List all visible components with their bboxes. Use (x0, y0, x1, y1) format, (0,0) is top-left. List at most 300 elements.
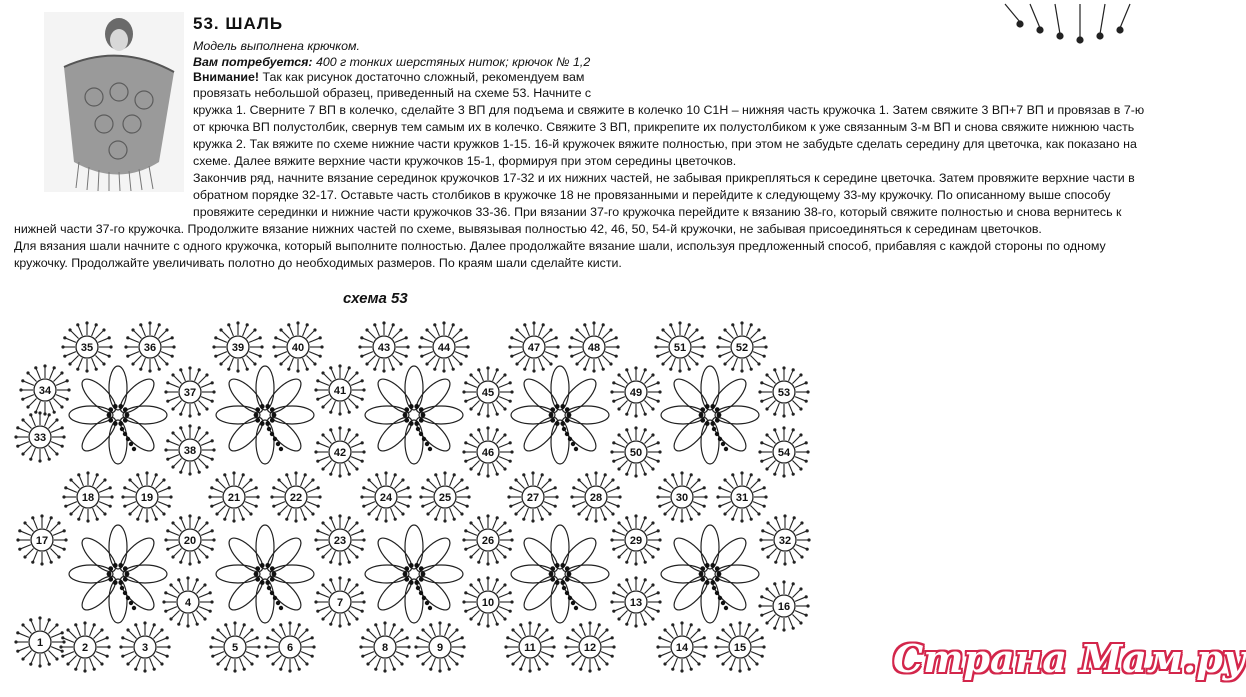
stitch-tip (462, 645, 465, 648)
stitch-line (493, 430, 498, 441)
stitch-tip (211, 529, 214, 532)
stitch-tip (545, 662, 548, 665)
stitch-tip (572, 486, 575, 489)
stitch-line (795, 611, 806, 616)
stitch-tip (128, 512, 131, 515)
stitch-line (541, 638, 552, 643)
stitch-tip (503, 617, 506, 620)
stitch-tip (400, 628, 403, 631)
stitch-line (647, 397, 658, 402)
stitch-tip (16, 650, 19, 653)
stitch-tip (362, 600, 365, 603)
stitch-tip (338, 474, 341, 477)
stitch-tip (443, 519, 446, 522)
flower-petal (519, 412, 563, 456)
flower-bead (126, 596, 130, 600)
stitch-line (136, 625, 141, 636)
stitch-tip (763, 486, 766, 489)
flower-bead (710, 563, 715, 568)
stitch-line (748, 655, 756, 663)
stitch-tip (716, 345, 719, 348)
circle-motif (121, 471, 172, 522)
flower-petal (109, 420, 127, 464)
stitch-tip (522, 473, 525, 476)
stitch-tip (522, 518, 525, 521)
stitch-line (499, 397, 510, 402)
stitch-line (392, 355, 400, 363)
stitch-line (456, 502, 467, 507)
stitch-line (198, 400, 206, 408)
stitch-tip (617, 433, 620, 436)
stitch-line (572, 352, 583, 357)
stitch-line (45, 448, 50, 459)
stitch-tip (162, 478, 165, 481)
stitch-line (658, 338, 669, 343)
flower-bead (125, 413, 130, 418)
stitch-tip (233, 669, 236, 672)
stitch-tip (85, 321, 88, 324)
stitch-tip (592, 321, 595, 324)
stitch-tip (171, 555, 174, 558)
circle-motif (758, 366, 809, 417)
stitch-tip (164, 610, 167, 613)
stitch-tip (40, 514, 43, 517)
stitch-line (390, 625, 395, 636)
stitch-line (795, 443, 806, 448)
stitch-line (331, 613, 336, 624)
flower-petal (707, 533, 751, 577)
stitch-tip (805, 381, 808, 384)
stitch-tip (496, 428, 499, 431)
circle-motif (270, 471, 321, 522)
stitch-tip (168, 505, 171, 508)
stitch-tip (442, 369, 445, 372)
stitch-line (541, 480, 549, 488)
stitch-line (665, 655, 673, 663)
stitch-tip (298, 623, 301, 626)
stitch-line (168, 441, 179, 446)
stitch-tip (438, 621, 441, 624)
stitch-line (298, 630, 306, 638)
stitch-tip (294, 471, 297, 474)
stitch-line (581, 625, 586, 636)
stitch-line (614, 443, 625, 448)
flower-petal (411, 374, 455, 418)
stitch-tip (477, 473, 480, 476)
circle-number: 3 (141, 642, 149, 654)
stitch-tip (358, 345, 361, 348)
stitch-tip (466, 345, 469, 348)
circle-motif (208, 471, 259, 522)
stitch-line (51, 633, 62, 638)
stitch-tip (219, 362, 222, 365)
circle-number: 52 (735, 342, 749, 354)
stitch-tip (329, 473, 332, 476)
flower-petal (707, 412, 751, 456)
flower-bead (265, 580, 270, 585)
stitch-tip (656, 645, 659, 648)
stitch-tip (21, 379, 24, 382)
stitch-line (493, 580, 498, 591)
stitch-tip (678, 369, 681, 372)
stitch-line (96, 505, 104, 513)
stitch-line (627, 551, 632, 562)
stitch-tip (615, 336, 618, 339)
body-line: схеме. Далее вяжите верхние части кружочков 15-1, формируя при этом середины цветочков. (193, 154, 737, 168)
stitch-tip (215, 512, 218, 515)
stitch-tip (443, 471, 446, 474)
stitch-tip (256, 655, 259, 658)
flower-petal (707, 374, 751, 418)
stitch-tip (14, 435, 17, 438)
stitch-tip (528, 669, 531, 672)
stitch-tip (531, 519, 534, 522)
stitch-tip (467, 495, 470, 498)
stitch-tip (760, 595, 763, 598)
flower-petal (109, 366, 127, 410)
stitch-line (538, 655, 546, 663)
stitch-line (542, 355, 550, 363)
flower-bead (560, 404, 565, 409)
stitch-tip (723, 478, 726, 481)
stitch-tip (419, 495, 422, 498)
flower-petal (701, 525, 719, 569)
stitch-tip (465, 355, 468, 358)
flower-bead (414, 563, 419, 568)
stitch-line (601, 638, 612, 643)
stitch-line (31, 620, 36, 631)
stitch-line (246, 638, 257, 643)
stitch-tip (782, 580, 785, 583)
stitch-line (496, 548, 504, 556)
stitch-tip (460, 512, 463, 515)
stitch-line (723, 630, 731, 638)
stitch-line (723, 655, 731, 663)
stitch-tip (555, 495, 558, 498)
stitch-line (397, 502, 408, 507)
stitch-line (693, 488, 704, 493)
stitch-tip (319, 355, 322, 358)
stitch-tip (16, 445, 19, 448)
stitch-tip (166, 458, 169, 461)
body-line: провязать небольшой образец, приведенный на схеме 53. Начните с (193, 86, 592, 100)
circle-number: 51 (673, 342, 687, 354)
stitch-tip (211, 381, 214, 384)
stitch-line (493, 370, 498, 381)
stitch-tip (223, 473, 226, 476)
stitch-tip (657, 610, 660, 613)
stitch-line (295, 658, 300, 669)
stitch-tip (503, 583, 506, 586)
flower-petal (109, 525, 127, 569)
stitch-line (718, 638, 729, 643)
stitch-tip (509, 460, 512, 463)
stitch-tip (67, 388, 70, 391)
stitch-line (212, 488, 223, 493)
stitch-line (542, 330, 550, 338)
stitch-tip (361, 398, 364, 401)
stitch-tip (425, 328, 428, 331)
stitch-line (229, 325, 234, 336)
stitch-line (216, 338, 227, 343)
stitch-tip (549, 362, 552, 365)
flower-bead (126, 437, 130, 441)
stitch-tip (321, 583, 324, 586)
stitch-line (595, 625, 600, 636)
stitch-line (587, 508, 592, 519)
stitch-line (733, 358, 738, 369)
flower-bead (425, 601, 429, 605)
circle-number: 35 (80, 342, 94, 354)
stitch-line (23, 381, 34, 386)
stitch-tip (697, 662, 700, 665)
circle-motif (504, 621, 555, 672)
stitch-line (685, 358, 690, 369)
stitch-line (762, 597, 773, 602)
stitch-tip (102, 362, 105, 365)
flower-bead (403, 572, 408, 577)
stitch-tip (177, 578, 180, 581)
stitch-line (377, 508, 382, 519)
flower-petal (557, 374, 601, 418)
circle-motif (418, 321, 469, 372)
stitch-line (466, 397, 477, 402)
flower-bead (279, 447, 283, 451)
stitch-line (394, 480, 402, 488)
stitch-line (48, 625, 56, 633)
stitch-line (720, 338, 731, 343)
stitch-tip (455, 628, 458, 631)
stitch-line (47, 518, 52, 529)
motif-fragment (985, 0, 1165, 48)
stitch-tip (287, 323, 290, 326)
stitch-line (243, 630, 251, 638)
stitch-tip (407, 505, 410, 508)
stitch-tip (249, 512, 252, 515)
stitch-line (301, 652, 312, 657)
stitch-line (748, 630, 756, 638)
stitch-tip (792, 473, 795, 476)
stitch-line (577, 330, 585, 338)
stitch-tip (793, 516, 796, 519)
circle-number: 12 (583, 642, 597, 654)
circle-number: 41 (333, 385, 347, 397)
stitch-tip (171, 431, 174, 434)
stitch-tip (242, 518, 245, 521)
stitch-tip (205, 465, 208, 468)
stitch-line (323, 523, 331, 531)
stitch-line (585, 325, 590, 336)
stitch-tip (704, 645, 707, 648)
stitch-line (767, 460, 775, 468)
stitch-tip (362, 486, 365, 489)
circle-motif (19, 364, 70, 415)
stitch-line (428, 505, 436, 513)
stitch-tip (469, 583, 472, 586)
circle-number: 44 (437, 342, 451, 354)
circle-motif (654, 321, 705, 372)
flower-bead (118, 404, 123, 409)
stitch-line (79, 475, 84, 486)
flower-bead (715, 566, 720, 571)
stitch-tip (568, 345, 571, 348)
stitch-tip (400, 662, 403, 665)
stitch-line (604, 480, 612, 488)
flower-bead (267, 427, 271, 431)
stitch-tip (375, 473, 378, 476)
stitch-tip (205, 407, 208, 410)
stitch-tip (257, 645, 260, 648)
stitch-line (614, 593, 625, 598)
stitch-line (301, 475, 306, 486)
stitch-line (572, 338, 583, 343)
stitch-tip (288, 669, 291, 672)
stitch-tip (209, 591, 212, 594)
stitch-tip (538, 668, 541, 671)
stitch-line (96, 652, 107, 657)
stitch-line (212, 502, 223, 507)
stitch-line (479, 430, 484, 441)
stitch-tip (486, 414, 489, 417)
stitch-tip (210, 486, 213, 489)
stitch-tip (126, 662, 129, 665)
stitch-line (423, 630, 431, 638)
stitch-tip (464, 460, 467, 463)
stitch-tip (800, 555, 803, 558)
flower-motif (511, 525, 609, 623)
stitch-line (690, 480, 698, 488)
stitch-line (644, 610, 652, 618)
stitch-line (173, 433, 181, 441)
stitch-line (304, 505, 312, 513)
stitch-tip (688, 323, 691, 326)
flower-bead (409, 563, 414, 568)
stitch-line (68, 655, 76, 663)
stitch-line (660, 652, 671, 657)
stitch-line (747, 508, 752, 519)
stitch-line (396, 652, 407, 657)
flower-petal (669, 374, 713, 418)
flower-petal (511, 565, 555, 583)
stitch-line (368, 655, 376, 663)
stitch-line (512, 352, 523, 357)
flower-bead (705, 421, 710, 426)
stitch-tip (418, 345, 421, 348)
stitch-line (479, 580, 484, 591)
circle-motif (716, 321, 767, 372)
stitch-line (577, 355, 585, 363)
stitch-line (375, 358, 380, 369)
stitch-tip (274, 355, 277, 358)
materials-label: Вам потребуется: (193, 55, 313, 69)
circle-number: 50 (629, 447, 643, 459)
stitch-tip (469, 407, 472, 410)
flower-bead (255, 577, 260, 582)
stitch-tip (510, 390, 513, 393)
circle-number: 18 (81, 492, 95, 504)
stitch-tip (783, 562, 786, 565)
stitch-tip (760, 381, 763, 384)
stitch-tip (374, 668, 377, 671)
stitch-tip (66, 628, 69, 631)
stitch-line (150, 625, 155, 636)
stitch-line (242, 505, 250, 513)
circle-motif (124, 321, 175, 372)
stitch-tip (294, 519, 297, 522)
stitch-line (599, 325, 604, 336)
stitch-tip (718, 355, 721, 358)
stitch-line (323, 373, 331, 381)
circle-motif (212, 321, 263, 372)
stitch-line (673, 625, 678, 636)
flower-bead (700, 577, 705, 582)
stitch-tip (448, 668, 451, 671)
stitch-tip (657, 441, 660, 444)
flower-bead (129, 442, 133, 446)
stitch-tip (243, 668, 246, 671)
stitch-line (268, 652, 279, 657)
stitch-tip (233, 621, 236, 624)
stitch-line (323, 435, 331, 443)
stitch-tip (124, 345, 127, 348)
stitch-line (436, 508, 441, 519)
stitch-tip (758, 604, 761, 607)
circle-number: 34 (38, 385, 52, 397)
flower-bead (715, 591, 719, 595)
stitch-line (644, 548, 652, 556)
stitch-tip (43, 412, 46, 415)
stitch-line (71, 505, 79, 513)
stitch-tip (121, 655, 124, 658)
stitch-tip (740, 471, 743, 474)
stitch-tip (551, 655, 554, 658)
stitch-line (641, 430, 646, 441)
stitch-tip (61, 426, 64, 429)
flower-bead (403, 413, 408, 418)
stitch-tip (306, 368, 309, 371)
stitch-tip (23, 555, 26, 558)
stitch-line (301, 508, 306, 519)
stitch-tip (171, 465, 174, 468)
stitch-tip (393, 668, 396, 671)
stitch-tip (604, 473, 607, 476)
stitch-line (362, 352, 373, 357)
circle-number: 22 (289, 492, 303, 504)
stitch-line (18, 442, 29, 447)
stitch-tip (765, 373, 768, 376)
stitch-tip (583, 323, 586, 326)
stitch-tip (538, 623, 541, 626)
stitch-line (376, 658, 381, 669)
stitch-line (538, 630, 546, 638)
stitch-line (753, 488, 764, 493)
stitch-tip (477, 561, 480, 564)
stitch-line (796, 531, 807, 536)
stitch-line (693, 652, 704, 657)
stitch-line (789, 463, 794, 474)
stitch-tip (542, 323, 545, 326)
stitch-line (789, 403, 794, 414)
stitch-line (521, 658, 526, 669)
stitch-tip (212, 390, 215, 393)
stitch-line (158, 488, 169, 493)
stitch-line (496, 585, 504, 593)
flower-bead (428, 606, 432, 610)
stitch-tip (758, 450, 761, 453)
stitch-tip (77, 518, 80, 521)
stitch-line (750, 480, 758, 488)
stitch-line (195, 428, 200, 439)
